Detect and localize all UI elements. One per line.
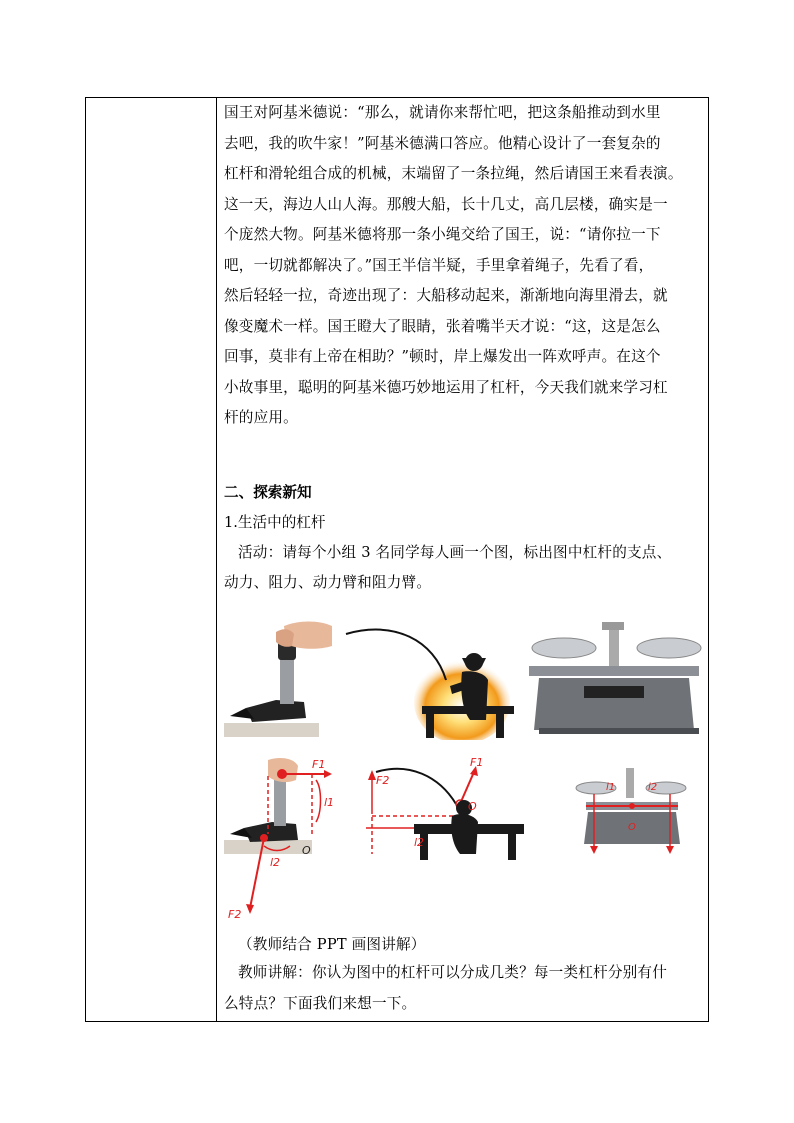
table-content-cell xyxy=(224,98,702,1012)
balance-diagram xyxy=(576,768,686,854)
hammer-l2-label: l2 xyxy=(270,856,281,869)
rod-F2-label: F2 xyxy=(376,774,390,787)
story-line: 去吧，我的吹牛家！”阿基米德满口答应。他精心设计了一套复杂的 xyxy=(224,134,661,152)
story-line: 然后轻轻一拉，奇迹出现了：大船移动起来，渐渐地向海里滑去，就 xyxy=(224,287,668,304)
story-line: 杠杆和滑轮组合成的机械，末端留了一条拉绳，然后请国王来看表演。 xyxy=(224,165,683,182)
activity-line: 动力、阻力、动力臂和阻力臂。 xyxy=(224,574,432,591)
rod-F1-label: F1 xyxy=(470,758,484,769)
hammer-O-label: O xyxy=(302,844,311,857)
balance-O-label: O xyxy=(628,822,636,833)
story-line: 回事，莫非有上帝在相助？”顿时，岸上爆发出一阵欢呼声。在这个 xyxy=(224,348,661,365)
rod-l2-label: l2 xyxy=(414,836,425,849)
story-line: 像变魔术一样。国王瞪大了眼睛，张着嘴半天才说：“这，这是怎么 xyxy=(224,317,661,335)
fishing-diagram xyxy=(366,758,524,860)
explain-line: 么特点？下面我们来想一下。 xyxy=(224,994,417,1012)
hammer-photo xyxy=(224,622,332,738)
figure-caption: （教师结合 PPT 画图讲解） xyxy=(238,936,426,953)
lever-diagrams xyxy=(224,758,702,928)
balance-l1-label: l1 xyxy=(606,782,616,793)
teacher-explanation xyxy=(224,958,702,1019)
story-line: 吧，一切就都解决了。”国王半信半疑，手里拿着绳子，先看了看， xyxy=(224,256,654,274)
story-paragraph xyxy=(224,98,702,434)
balance-photo xyxy=(529,622,701,734)
story-line: 国王对阿基米德说：“那么，就请你来帮忙吧，把这条船推动到水里 xyxy=(224,104,661,121)
lesson-table xyxy=(85,97,709,1022)
table-left-column xyxy=(86,98,217,1021)
hammer-l1-label: l1 xyxy=(324,796,335,809)
fishing-photo xyxy=(346,630,514,740)
rod-O-label: O xyxy=(468,800,477,813)
story-line: 个庞然大物。阿基米德将那一条小绳交给了国王，说：“请你拉一下 xyxy=(224,226,661,243)
section-heading: 二、探索新知 xyxy=(224,483,312,501)
section-subheading: 1.生活中的杠杆 xyxy=(224,513,326,531)
hammer-F2-label: F2 xyxy=(228,908,242,921)
explain-line: 教师讲解：你认为图中的杠杆可以分成几类？每一类杠杆分别有什 xyxy=(238,964,668,981)
story-line: 这一天，海边人山人海。那艘大船，长十几丈，高几层楼，确实是一 xyxy=(224,195,668,213)
story-line: 小故事里，聪明的阿基米德巧妙地运用了杠杆，今天我们就来学习杠 xyxy=(224,378,668,396)
lever-photos xyxy=(224,620,702,740)
hammer-diagram xyxy=(224,758,334,921)
story-line: 杆的应用。 xyxy=(224,409,298,426)
hammer-F1-label: F1 xyxy=(312,758,326,771)
activity-line: 活动：请每个小组 3 名同学每人画一个图，标出图中杠杆的支点、 xyxy=(238,543,672,561)
balance-l2-label: l2 xyxy=(648,782,658,793)
